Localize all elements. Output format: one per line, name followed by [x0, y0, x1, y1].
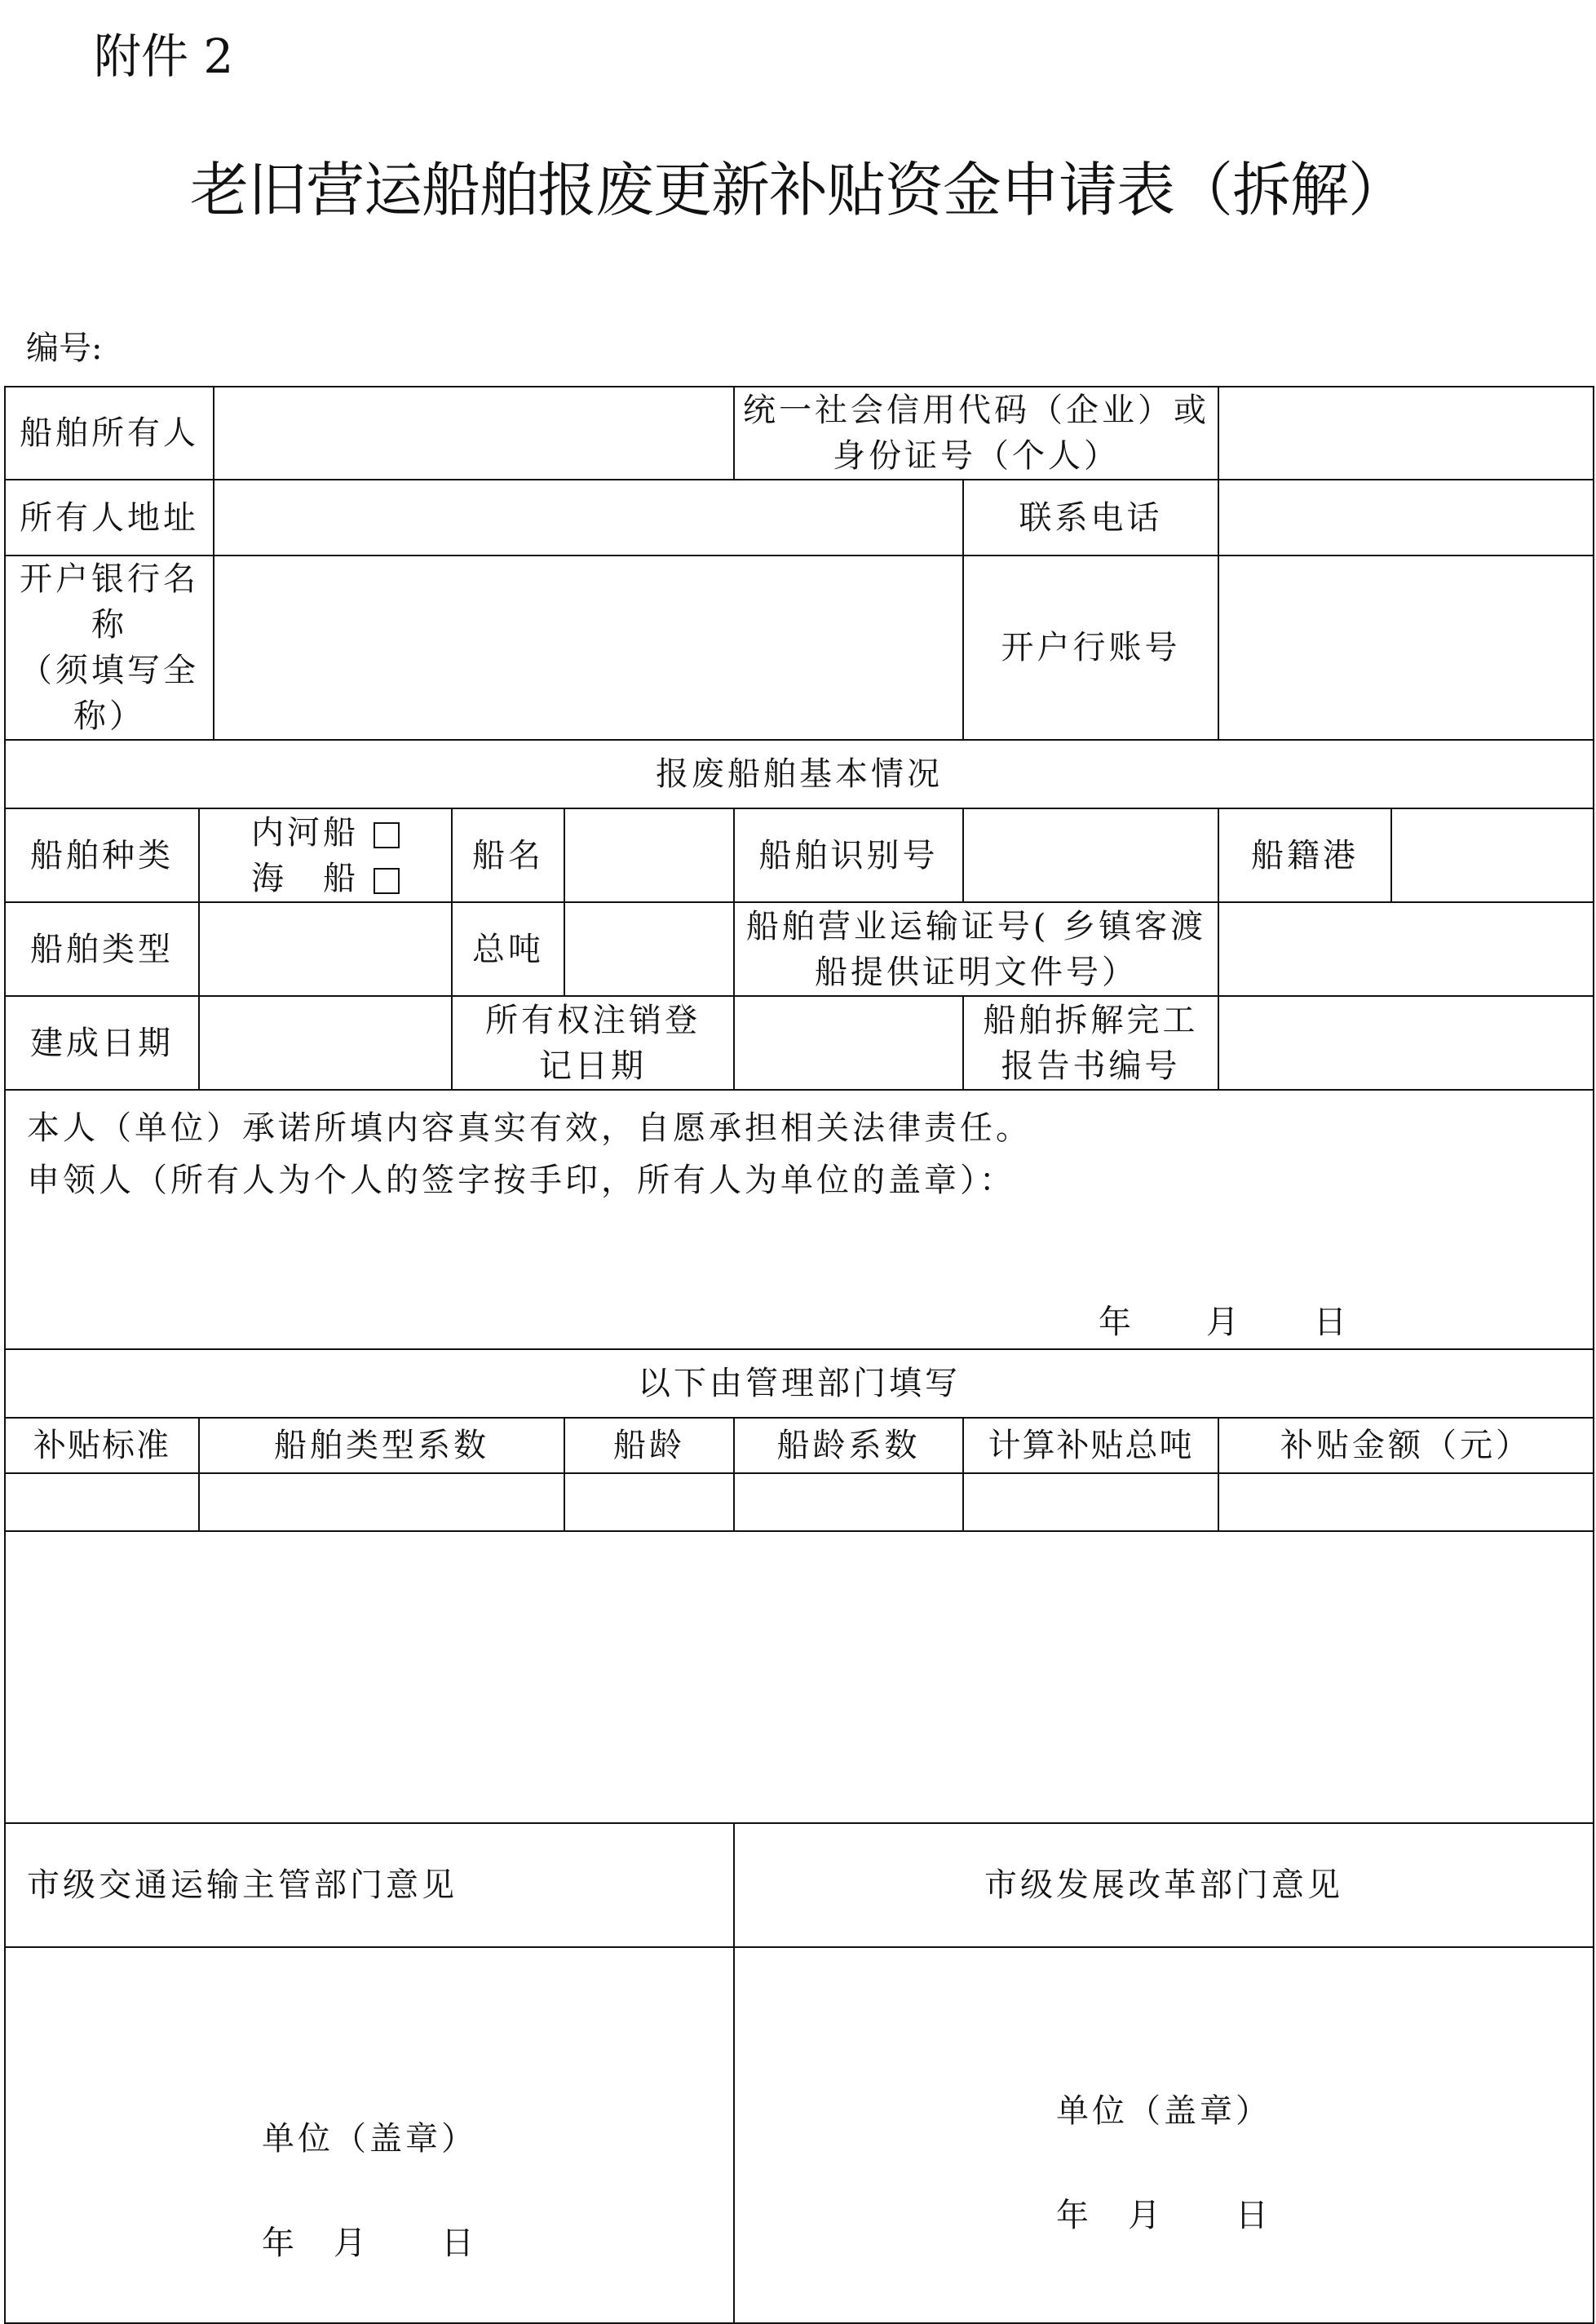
address-input[interactable] — [214, 480, 963, 556]
vessel-name-input[interactable] — [564, 808, 734, 902]
reform-date-label: 年 月 日 — [1056, 2197, 1272, 2234]
deregistration-input[interactable] — [734, 996, 963, 1090]
admin-col-type-coefficient: 船舶类型系数 — [199, 1418, 564, 1473]
sea-checkbox[interactable] — [374, 868, 400, 894]
reform-stamp-label: 单位（盖章） — [1056, 2092, 1272, 2130]
pledge-statement: 本人（单位）承诺所填内容真实有效，自愿承担相关法律责任。 — [27, 1109, 1032, 1147]
applicant-signature-label: 申领人（所有人为个人的签字按手印，所有人为单位的盖章）： — [27, 1162, 1015, 1199]
port-label: 船籍港 — [1218, 808, 1391, 902]
dismantle-report-input[interactable] — [1218, 996, 1594, 1090]
sea-option-label: 海 船 — [251, 859, 359, 897]
admin-col-subsidy-amount: 补贴金额（元） — [1218, 1418, 1594, 1473]
pledge-date: 年 月 日 — [1099, 1304, 1350, 1341]
port-input[interactable] — [1391, 808, 1594, 902]
tonnage-label: 总吨 — [452, 902, 564, 996]
serial-number-label: 编号: — [26, 330, 103, 367]
vessel-kind-options — [199, 808, 452, 902]
account-input[interactable] — [1218, 556, 1594, 740]
deregistration-label: 所有权注销登 记日期 — [452, 996, 734, 1090]
credit-code-input[interactable] — [1218, 387, 1594, 480]
transport-stamp-label: 单位（盖章） — [262, 2120, 478, 2158]
tonnage-input[interactable] — [564, 902, 734, 996]
attachment-label: 附件 2 — [94, 29, 234, 84]
vessel-age-input[interactable] — [564, 1473, 734, 1531]
blank-area[interactable] — [5, 1531, 1594, 1823]
vessel-kind-label: 船舶种类 — [5, 808, 199, 902]
dismantle-report-label: 船舶拆解完工 报告书编号 — [963, 996, 1218, 1090]
admin-section-title: 以下由管理部门填写 — [5, 1349, 1594, 1418]
transport-opinion-box[interactable] — [5, 1947, 734, 2323]
address-label: 所有人地址 — [5, 480, 214, 556]
reform-opinion-box[interactable] — [734, 1947, 1594, 2323]
vessel-name-label: 船名 — [452, 808, 564, 902]
subsidy-tonnage-input[interactable] — [963, 1473, 1218, 1531]
type-coefficient-input[interactable] — [199, 1473, 564, 1531]
admin-col-subsidy-standard: 补贴标准 — [5, 1418, 199, 1473]
admin-col-vessel-age: 船龄 — [564, 1418, 734, 1473]
age-coefficient-input[interactable] — [734, 1473, 963, 1531]
subsidy-amount-input[interactable] — [1218, 1473, 1594, 1531]
bank-name-label: 开户银行名称 （须填写全称） — [5, 556, 214, 740]
river-option-label: 内河船 — [251, 813, 359, 852]
vessel-type-label: 船舶类型 — [5, 902, 199, 996]
vessel-id-label: 船舶识别号 — [734, 808, 963, 902]
license-label: 船舶营业运输证号( 乡镇客渡 船提供证明文件号） — [734, 902, 1218, 996]
vessel-type-input[interactable] — [199, 902, 452, 996]
credit-code-label: 统一社会信用代码（企业）或 身份证号（个人） — [734, 387, 1218, 480]
account-label: 开户行账号 — [963, 556, 1218, 740]
owner-label: 船舶所有人 — [5, 387, 214, 480]
phone-label: 联系电话 — [963, 480, 1218, 556]
vessel-id-input[interactable] — [963, 808, 1218, 902]
transport-date-label: 年 月 日 — [262, 2224, 478, 2262]
pledge-signature-area[interactable] — [5, 1090, 1594, 1349]
river-checkbox[interactable] — [374, 822, 400, 848]
transport-opinion-title: 市级交通运输主管部门意见 — [5, 1823, 734, 1947]
admin-col-age-coefficient: 船龄系数 — [734, 1418, 963, 1473]
form-title: 老旧营运船舶报废更新补贴资金申请表（拆解） — [189, 156, 1406, 224]
application-form-table — [4, 386, 1594, 2324]
reform-opinion-title: 市级发展改革部门意见 — [734, 1823, 1594, 1947]
subsidy-standard-input[interactable] — [5, 1473, 199, 1531]
build-date-label: 建成日期 — [5, 996, 199, 1090]
build-date-input[interactable] — [199, 996, 452, 1090]
phone-input[interactable] — [1218, 480, 1594, 556]
vessel-section-title: 报废船舶基本情况 — [5, 740, 1594, 808]
bank-name-input[interactable] — [214, 556, 963, 740]
owner-input[interactable] — [214, 387, 734, 480]
license-input[interactable] — [1218, 902, 1594, 996]
admin-col-subsidy-tonnage: 计算补贴总吨 — [963, 1418, 1218, 1473]
